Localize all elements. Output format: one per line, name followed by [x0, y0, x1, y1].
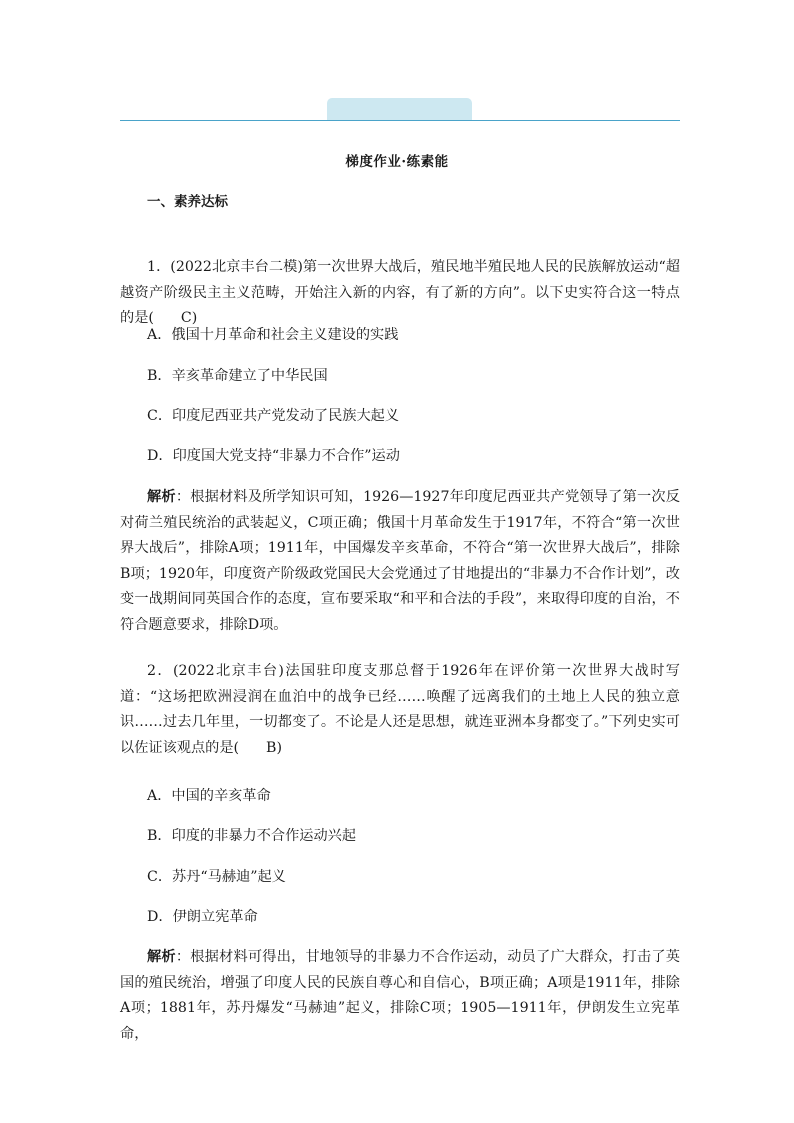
question-2-analysis-text: ：根据材料可得出，甘地领导的非暴力不合作运动，动员了广大群众，打击了英国的殖民统治，增强了印度人民的民族自尊心和自信心，B项正确；A项是1911年，排除A项；1881年，苏丹爆发“马赫迪”起义，排除C项；1905—1911年，伊朗发生立宪革命，	[120, 949, 680, 1042]
question-1-option-b: B．辛亥革命建立了中华民国	[147, 368, 328, 384]
question-1-option-d: D．印度国大党支持“非暴力不合作”运动	[147, 448, 400, 464]
question-2-option-a: A．中国的辛亥革命	[147, 788, 271, 804]
question-1-analysis-text: ：根据材料及所学知识可知，1926—1927年印度尼西亚共产党领导了第一次反对荷兰殖民统治的武装起义，C项正确；俄国十月革命发生于1917年，不符合“第一次世界大战后”，排除A项；1911年，中国爆发辛亥革命，不符合“第一次世界大战后”，排除B项；1920年，印度资产阶级政党国民大会党通过了甘地提出的“非暴力不合作计划”，改变一战期间同英国合作的态度，宣布要采取“和平和合法的手段”，来取得印度的自治，不符合题意要求，排除D项。	[120, 489, 680, 633]
question-2-option-d: D．伊朗立宪革命	[147, 909, 258, 925]
question-1-option-a: A．俄国十月革命和社会主义建设的实践	[147, 327, 399, 343]
question-1-analysis	[120, 485, 680, 638]
question-2-analysis	[120, 945, 680, 1047]
question-1-stem-text: 1．(2022北京丰台二模)第一次世界大战后，殖民地半殖民地人民的民族解放运动“超越资产阶级民主主义范畴，开始注入新的内容，有了新的方向”。以下史实符合这一特点的是(	[120, 259, 680, 326]
question-2-stem	[120, 659, 680, 761]
header-tab	[327, 98, 472, 120]
question-2-analysis-label: 解析	[147, 949, 176, 965]
page-title: 梯度作业·练素能	[345, 154, 449, 170]
question-2-option-b: B．印度的非暴力不合作运动兴起	[147, 828, 357, 844]
question-1-option-c: C．印度尼西亚共产党发动了民族大起义	[147, 408, 400, 424]
section-heading: 一、素养达标	[147, 194, 228, 210]
question-1-analysis-label: 解析	[147, 489, 176, 505]
question-2-answer: B	[266, 739, 277, 756]
question-1-stem	[120, 255, 680, 332]
question-1-stem-end: )	[191, 310, 198, 326]
question-2-stem-text: 2．(2022北京丰台)法国驻印度支那总督于1926年在评价第一次世界大战时写道：“这场把欧洲浸润在血泊中的战争已经……唤醒了远离我们的土地上人民的独立意识……过去几年里，一切都变了。不论是人还是思想，就连亚洲本身都变了。”下列史实可以佐证该观点的是(	[120, 663, 680, 756]
header-rule	[120, 120, 680, 121]
question-2-stem-end: )	[276, 739, 283, 756]
question-1-answer: C	[180, 310, 192, 326]
question-2-option-c: C．苏丹“马赫迪”起义	[147, 869, 286, 885]
